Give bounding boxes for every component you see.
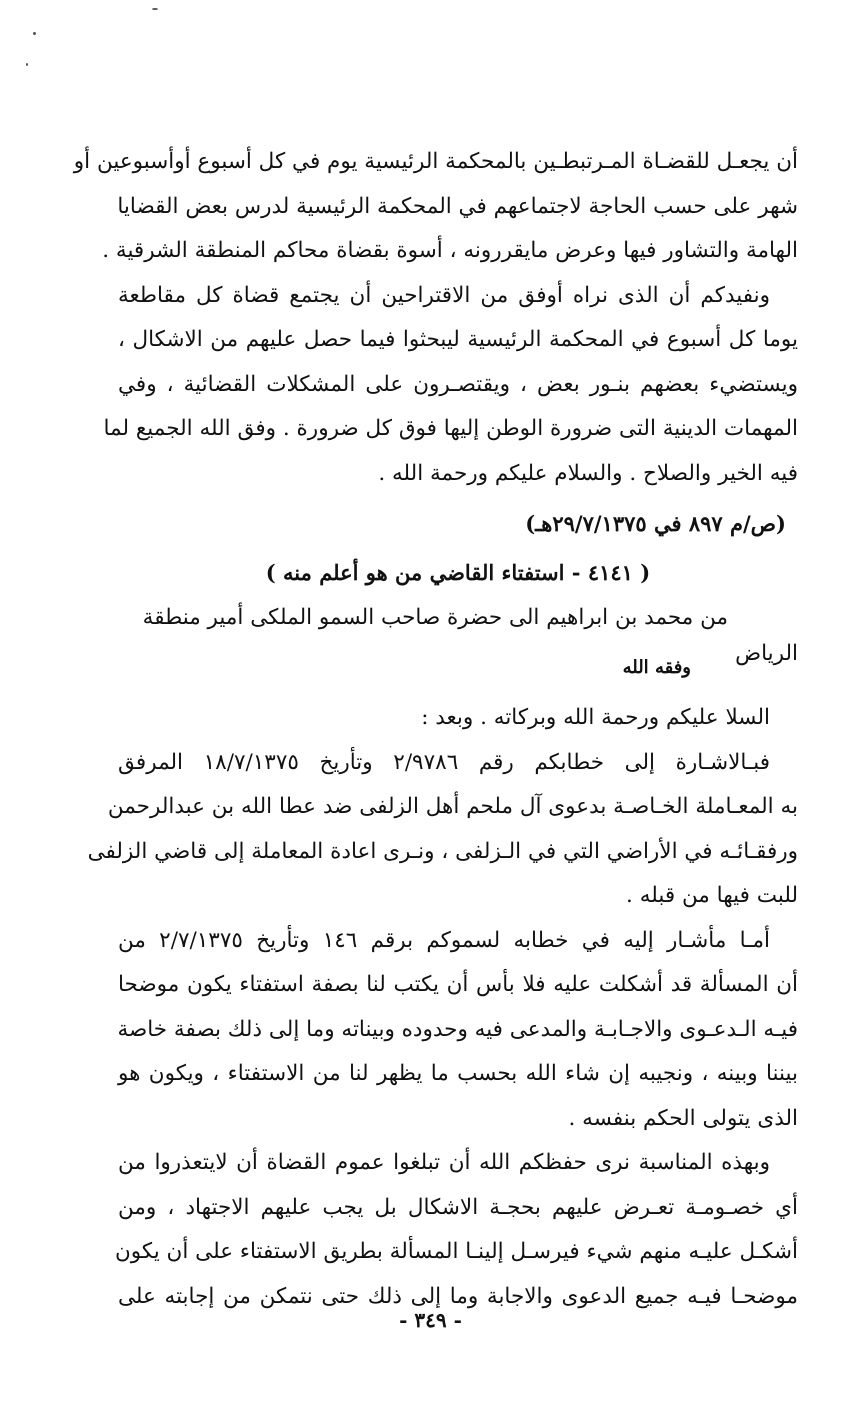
- page-number: - ٣٤٩ -: [399, 1308, 462, 1332]
- text-line: فيـه الـدعـوى والاجـابـة والمدعى فيه وحدوده وبيناته وما إلى ذلك بصفة خاصة: [117, 1016, 798, 1042]
- sender-line: من محمد بن ابراهيم الى حضرة صاحب السمو الملكى أمير منطقة: [142, 605, 728, 630]
- text-line: أمـا مأشـار إليه في خطابه لسموكم برقم ١٤٦ وتأريخ ٢/٧/١٣٧٥ من: [118, 927, 770, 953]
- text-line: ويستضيء بعضهم بنـور بعض ، ويقتصـرون على المشكلات القضائية ، وفي: [118, 371, 798, 397]
- text-line: أشكـل عليـه منهم شيء فيرسـل إلينـا المسألة بطريق الاستفتاء على أن يكون: [114, 1239, 798, 1264]
- text-line: وبهذه المناسبة نرى حفظكم الله أن تبلغوا عموم القضاة أن لايتعذروا من: [118, 1150, 770, 1175]
- recipient-line: الرياض: [735, 641, 798, 666]
- text-line: يوما كل أسبوع في المحكمة الرئيسية ليبحثوا فيما حصل عليهم من الاشكال ،: [118, 327, 798, 352]
- text-line: أن يجعـل للقضـاة المـرتبطـين بالمحكمة الرئيسية يوم في كل أسبوع أوأسبوعين أو: [73, 149, 798, 174]
- letter2-paragraph-1: [87, 741, 798, 919]
- scan-speck: [26, 63, 28, 66]
- text-line: موضحـا فيـه جميع الدعوى والاجابة وما إلى ذلك حتى نتمكن من إجابته على: [118, 1283, 798, 1309]
- text-line: للبت فيها من قبله .: [626, 883, 798, 908]
- letter2-paragraph-3: [114, 1141, 798, 1319]
- text-line: ونفيدكم أن الذى نراه أوفق من الاقتراحين أن يجتمع قضاة كل مقاطعة: [118, 282, 770, 308]
- letter1-tail-paragraph: [73, 140, 798, 274]
- text-line: به المعـاملة الخـاصـة بدعوى آل ملحم أهل الزلفى ضد عطا الله بن عبدالرحمن: [107, 794, 798, 819]
- text-line: المهمات الدينية التى ضرورة الوطن إليها فوق كل ضرورة . وفق الله الجميع لما: [103, 416, 798, 441]
- letter2-greeting: السلا عليكم ورحمة الله وبركاته . وبعد :: [421, 705, 770, 730]
- text-line: ورفقـائـه في الأراضي التي في الـزلفى ، ونـرى اعادة المعاملة إلى قاضي الزلفى: [87, 838, 798, 864]
- text-line: فيه الخير والصلاح . والسلام عليكم ورحمة الله .: [378, 460, 798, 486]
- letter1-closing-paragraph: [103, 274, 798, 497]
- blessing-text: وفقه الله: [622, 657, 691, 678]
- text-line: بيننا وبينه ، ونجيبه إن شاء الله بحسب ما يظهر لنا من الاستفتاء ، ويكون هو: [118, 1061, 798, 1086]
- text-line: أي خصـومـة تعـرض عليهم بحجـة الاشكال بل يجب عليهم الاجتهاد ، ومن: [118, 1194, 798, 1220]
- letter2-header: [118, 596, 798, 692]
- text-line: فبـالاشـارة إلى خطابكم رقم ٢/٩٧٨٦ وتأريخ ١٨/٧/١٣٧٥ المرفق: [118, 749, 770, 775]
- scan-speck: [152, 8, 158, 10]
- letter2-paragraph-2: [118, 919, 798, 1142]
- text-line: الذى يتولى الحكم بنفسه .: [568, 1105, 798, 1131]
- text-line: أن المسألة قد أشكلت عليه فلا بأس أن يكتب لنا بصفة استفتاء يكون موضحا: [118, 972, 798, 997]
- document-body: [73, 140, 798, 1319]
- letter1-reference: (ص/م ٨٩٧ في ٢٩/٧/١٣٧٥هـ): [525, 511, 786, 536]
- text-line: الهامة والتشاور فيها وعرض مايقررونه ، أسوة بقضاة محاكم المنطقة الشرقية .: [102, 238, 798, 263]
- text-line: شهر على حسب الحاجة لاجتماعهم في المحكمة الرئيسية لدرس بعض القضايا: [117, 193, 798, 219]
- section-heading: ( ٤١٤١ - استفتاء القاضي من هو أعلم منه ): [265, 560, 651, 585]
- scan-speck: [33, 32, 36, 35]
